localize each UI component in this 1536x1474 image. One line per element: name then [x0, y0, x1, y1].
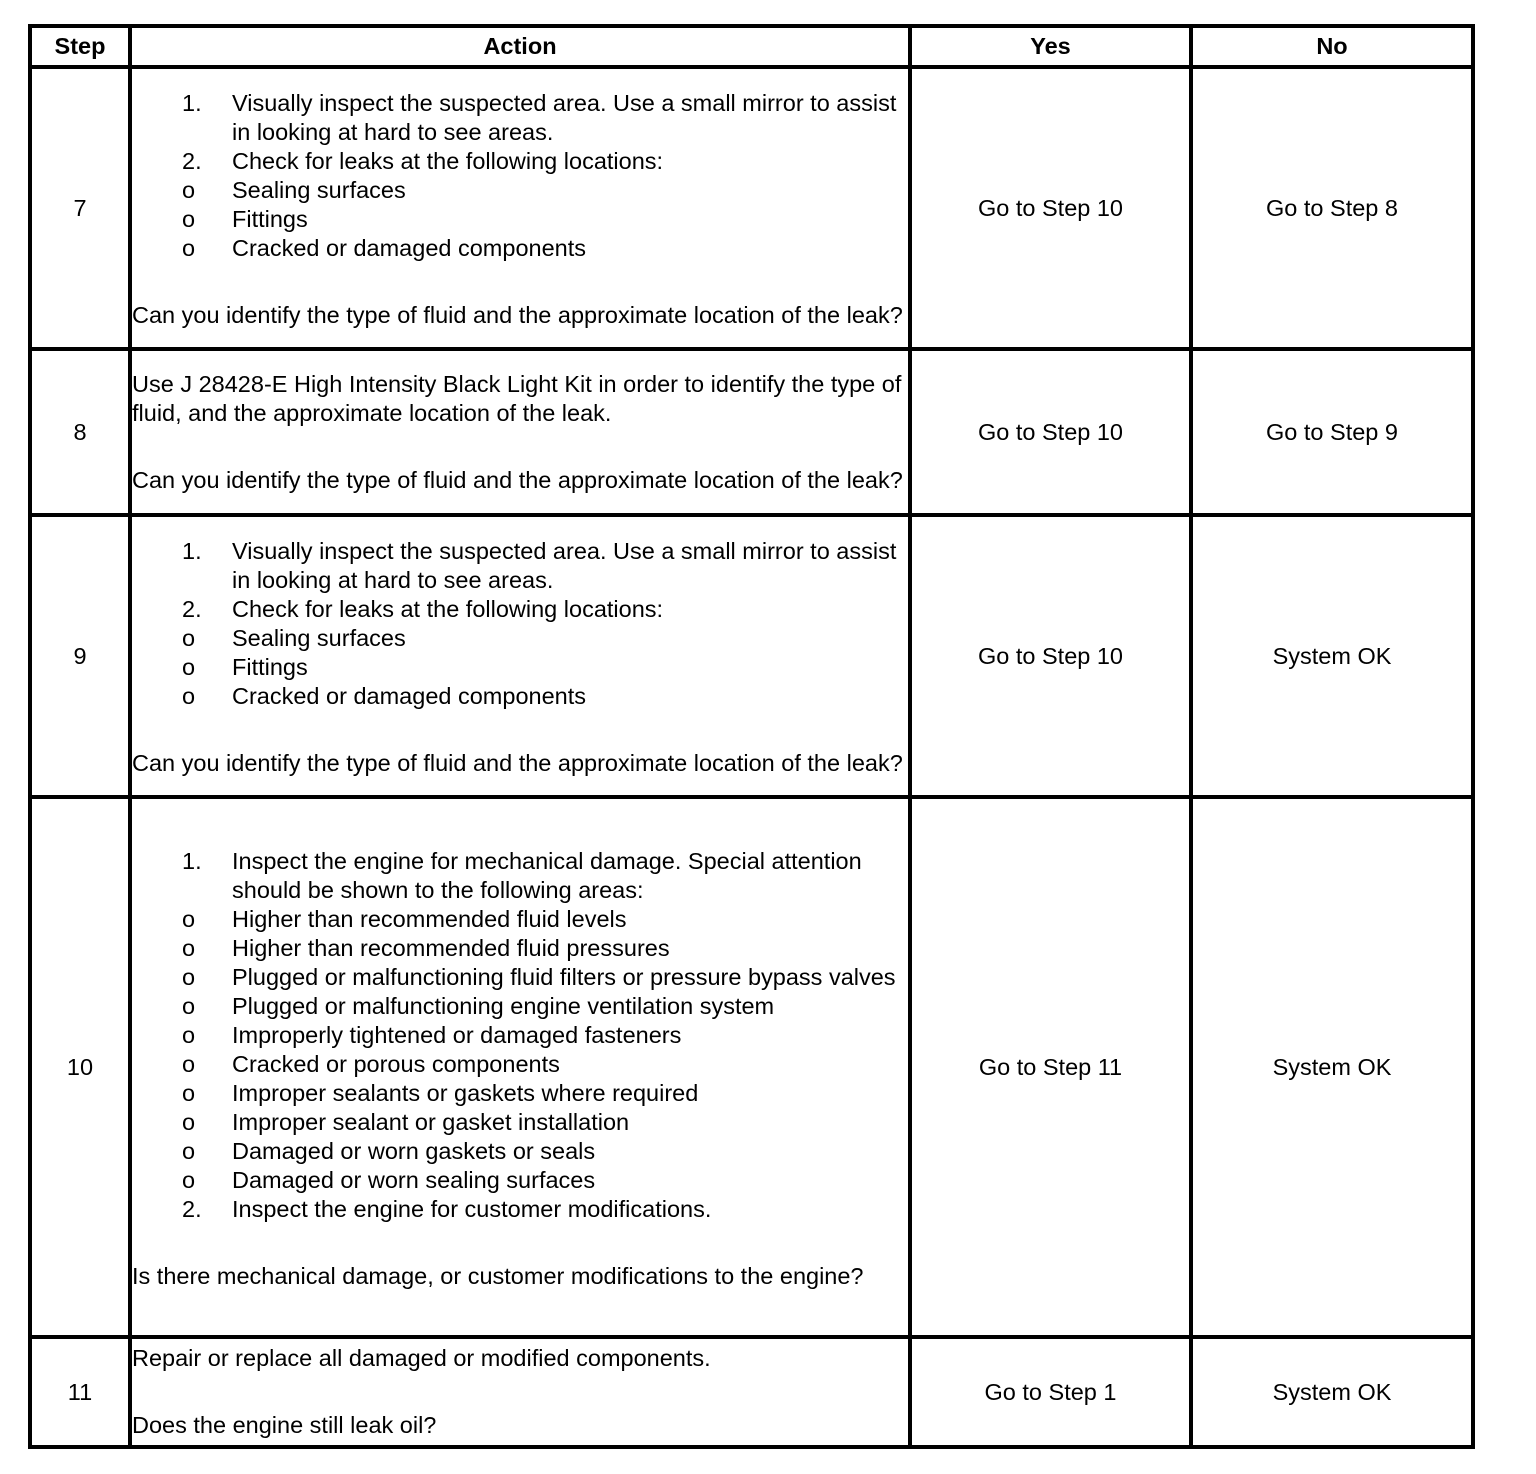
action-cell: [130, 515, 910, 797]
question-text: Does the engine still leak oil?: [132, 1412, 437, 1438]
header-no: No: [1191, 26, 1473, 67]
bullet-item: [132, 176, 908, 205]
bullet-text: Damaged or worn gaskets or seals: [232, 1137, 596, 1164]
table-row-step-9: [30, 515, 1473, 797]
item-text: Check for leaks at the following locations:: [232, 148, 664, 174]
bullet-text: Sealing surfaces: [232, 625, 406, 651]
intro-text: Use J 28428-E High Intensity Black Light Kit in order to identify the type of fluid, and the approximate location of the leak.: [132, 370, 902, 426]
bullet-icon: o: [182, 235, 196, 261]
item-number: 2.: [182, 148, 202, 174]
question-text: Is there mechanical damage, or customer modifications to the engine?: [132, 1262, 864, 1289]
intro-text: Repair or replace all damaged or modified components.: [132, 1345, 711, 1371]
list-item: [132, 537, 908, 595]
bullet-icon: o: [182, 992, 196, 1019]
action-cell: [130, 349, 910, 515]
bullet-item: [132, 1050, 908, 1079]
item-text: Visually inspect the suspected area. Use a small mirror to assist in looking at hard to see areas.: [232, 90, 897, 145]
question-text: Can you identify the type of fluid and the approximate location of the leak?: [132, 466, 903, 493]
bullet-text: Fittings: [232, 654, 308, 680]
bullet-text: Fittings: [232, 206, 308, 232]
bullet-icon: o: [182, 905, 196, 932]
bullet-item: [132, 682, 908, 711]
item-number: 1.: [182, 538, 202, 564]
bullet-icon: o: [182, 683, 196, 709]
question-text: Can you identify the type of fluid and the approximate location of the leak?: [132, 750, 903, 776]
step-number: 9: [30, 515, 130, 797]
bullet-text: Higher than recommended fluid pressures: [232, 934, 670, 961]
step-number: 7: [30, 67, 130, 349]
item-number: 1.: [182, 847, 202, 874]
yes-result: Go to Step 1: [910, 1337, 1191, 1447]
table-row-step-10: [30, 797, 1473, 1337]
yes-result: Go to Step 10: [910, 67, 1191, 349]
bullet-text: Cracked or porous components: [232, 1050, 560, 1077]
bullet-list: [132, 624, 908, 711]
bullet-icon: o: [182, 1166, 196, 1193]
bullet-item: [132, 1079, 908, 1108]
bullet-text: Plugged or malfunctioning engine ventilation system: [232, 992, 775, 1019]
action-cell: [130, 1337, 910, 1447]
item-text: Inspect the engine for customer modifications.: [232, 1195, 712, 1222]
item-number: 2.: [182, 1195, 202, 1222]
header-action: Action: [130, 26, 910, 67]
bullet-icon: o: [182, 963, 196, 990]
bullet-list: [132, 905, 908, 1195]
bullet-text: Improper sealant or gasket installation: [232, 1108, 630, 1135]
header-step: Step: [30, 26, 130, 67]
bullet-item: [132, 1137, 908, 1166]
table-row-step-11: [30, 1337, 1473, 1447]
bullet-icon: o: [182, 625, 196, 651]
yes-result: Go to Step 10: [910, 349, 1191, 515]
bullet-text: Damaged or worn sealing surfaces: [232, 1166, 596, 1193]
item-text: Check for leaks at the following locations:: [232, 596, 664, 622]
bullet-icon: o: [182, 1108, 196, 1135]
action-cell: [130, 797, 910, 1337]
bullet-icon: o: [182, 177, 196, 203]
diagnostic-table: [28, 24, 1475, 1449]
header-yes: Yes: [910, 26, 1191, 67]
bullet-item: [132, 205, 908, 234]
bullet-icon: o: [182, 1050, 196, 1077]
bullet-text: Higher than recommended fluid levels: [232, 905, 627, 932]
bullet-item: [132, 934, 908, 963]
bullet-item: [132, 234, 908, 263]
no-result: Go to Step 8: [1191, 67, 1473, 349]
item-text: Visually inspect the suspected area. Use a small mirror to assist in looking at hard to see areas.: [232, 538, 897, 593]
item-text: Inspect the engine for mechanical damage. Special attention should be shown to the following areas:: [232, 847, 862, 903]
yes-result: Go to Step 10: [910, 515, 1191, 797]
bullet-item: [132, 1166, 908, 1195]
numbered-list: [132, 537, 908, 624]
list-item: [132, 847, 908, 905]
step-number: 8: [30, 349, 130, 515]
bullet-item: [132, 905, 908, 934]
bullet-item: [132, 992, 908, 1021]
bullet-item: [132, 1108, 908, 1137]
item-number: 2.: [182, 596, 202, 622]
bullet-text: Cracked or damaged components: [232, 683, 587, 709]
bullet-icon: o: [182, 654, 196, 680]
item-number: 1.: [182, 90, 202, 116]
no-result: System OK: [1191, 797, 1473, 1337]
numbered-list: [132, 89, 908, 176]
bullet-icon: o: [182, 1079, 196, 1106]
yes-result: Go to Step 11: [910, 797, 1191, 1337]
list-item: [132, 595, 908, 624]
bullet-text: Improperly tightened or damaged fasteners: [232, 1021, 682, 1048]
step-number: 10: [30, 797, 130, 1337]
list-item: [132, 1195, 908, 1224]
bullet-item: [132, 1021, 908, 1050]
bullet-icon: o: [182, 206, 196, 232]
bullet-text: Plugged or malfunctioning fluid filters or pressure bypass valves: [232, 963, 896, 990]
no-result: System OK: [1191, 515, 1473, 797]
action-cell: [130, 67, 910, 349]
question-text: Can you identify the type of fluid and the approximate location of the leak?: [132, 302, 903, 328]
table-row-step-7: [30, 67, 1473, 349]
bullet-text: Improper sealants or gaskets where required: [232, 1079, 699, 1106]
list-item: [132, 147, 908, 176]
bullet-text: Sealing surfaces: [232, 177, 406, 203]
header-row: [30, 26, 1473, 67]
table-row-step-8: [30, 349, 1473, 515]
numbered-list: [132, 847, 908, 905]
bullet-item: [132, 624, 908, 653]
bullet-icon: o: [182, 1137, 196, 1164]
step-number: 11: [30, 1337, 130, 1447]
no-result: Go to Step 9: [1191, 349, 1473, 515]
bullet-list: [132, 176, 908, 263]
bullet-item: [132, 963, 908, 992]
bullet-text: Cracked or damaged components: [232, 235, 587, 261]
bullet-item: [132, 653, 908, 682]
numbered-list: [132, 1195, 908, 1224]
bullet-icon: o: [182, 1021, 196, 1048]
bullet-icon: o: [182, 934, 196, 961]
list-item: [132, 89, 908, 147]
no-result: System OK: [1191, 1337, 1473, 1447]
